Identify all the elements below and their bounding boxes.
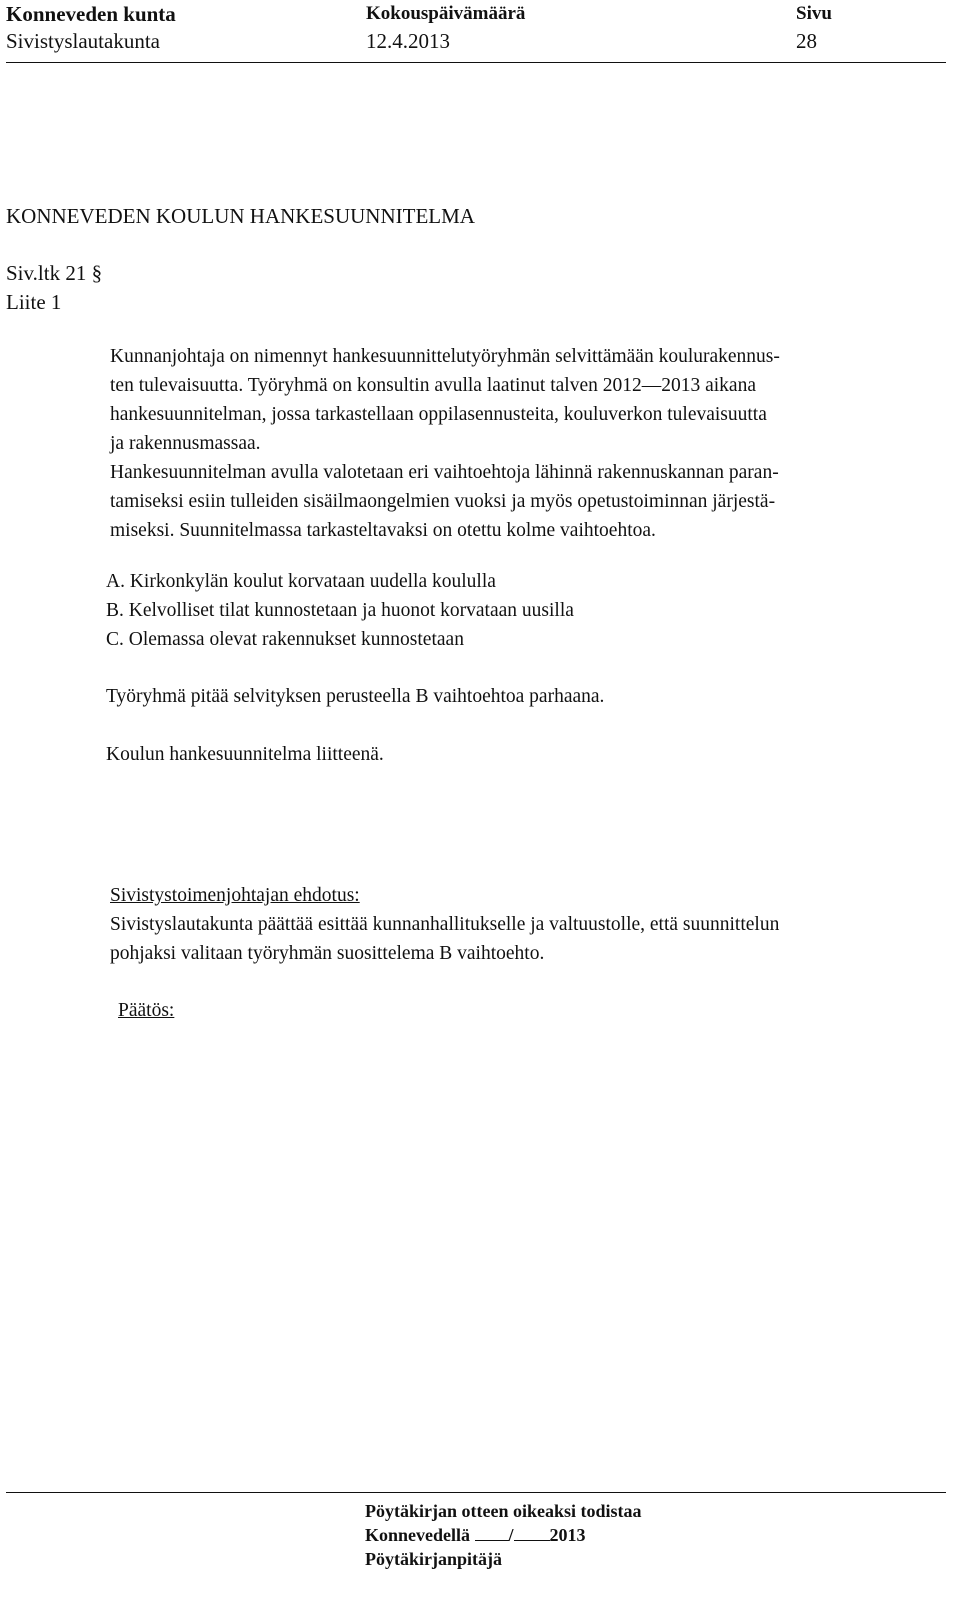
place-name: Konnevedellä [365, 1525, 471, 1545]
recommendation-text: Työryhmä pitää selvityksen perusteella B vaihtoehtoa parhaana. [106, 686, 605, 707]
proposal-paragraph [110, 913, 940, 971]
month-blank [514, 1524, 550, 1541]
proposal-heading: Sivistystoimenjohtajan ehdotus: [110, 885, 360, 906]
section-reference: Siv.ltk 21 § [6, 261, 103, 285]
attachment-note: Koulun hankesuunnitelma liitteenä. [106, 744, 384, 765]
proposal-line: pohjaksi valitaan työryhmän suosittelema B vaihtoehto. [110, 943, 545, 964]
certification-year: 2013 [549, 1525, 586, 1545]
date-separator: / [508, 1525, 514, 1545]
attachment-reference: Liite 1 [6, 290, 62, 314]
footer-divider [6, 1492, 946, 1493]
intro-line: tamiseksi esiin tulleiden sisäilmaongelmien vuoksi ja myös opetustoiminnan järjestä- [110, 491, 776, 512]
options-list [106, 570, 936, 657]
day-blank [475, 1524, 509, 1541]
page-label: Sivu [796, 3, 832, 24]
municipality-name: Konneveden kunta [6, 2, 176, 26]
intro-line: ja rakennusmassaa. [110, 433, 261, 454]
intro-line: ten tulevaisuutta. Työryhmä on konsultin avulla laatinut talven 2012—2013 aikana [110, 375, 756, 396]
certification-text: Pöytäkirjan otteen oikeaksi todistaa [365, 1501, 642, 1521]
intro-paragraph [110, 345, 940, 548]
signer-title: Pöytäkirjanpitäjä [365, 1549, 502, 1569]
option-item: B. Kelvolliset tilat kunnostetaan ja huonot korvataan uusilla [106, 600, 574, 621]
intro-line: Kunnanjohtaja on nimennyt hankesuunnittelutyöryhmän selvittämään koulurakennus- [110, 346, 780, 367]
document-title: KONNEVEDEN KOULUN HANKESUUNNITELMA [6, 204, 475, 228]
date-label: Kokouspäivämäärä [366, 3, 526, 24]
intro-line: Hankesuunnitelman avulla valotetaan eri vaihtoehtoja lähinnä rakennuskannan paran- [110, 462, 779, 483]
certification-place-date [365, 1524, 586, 1546]
page-number: 28 [796, 29, 817, 53]
decision-heading: Päätös: [118, 1000, 175, 1021]
option-item: C. Olemassa olevat rakennukset kunnostetaan [106, 629, 464, 650]
intro-line: hankesuunnitelman, jossa tarkastellaan oppilasennusteita, kouluverkon tulevaisuutta [110, 404, 767, 425]
proposal-line: Sivistyslautakunta päättää esittää kunnanhallitukselle ja valtuustolle, että suunnittelun [110, 914, 780, 935]
meeting-date: 12.4.2013 [366, 29, 450, 53]
committee-name: Sivistyslautakunta [6, 29, 160, 53]
header-divider [6, 62, 946, 63]
option-item: A. Kirkonkylän koulut korvataan uudella koululla [106, 571, 496, 592]
intro-line: miseksi. Suunnitelmassa tarkasteltavaksi on otettu kolme vaihtoehtoa. [110, 520, 656, 541]
